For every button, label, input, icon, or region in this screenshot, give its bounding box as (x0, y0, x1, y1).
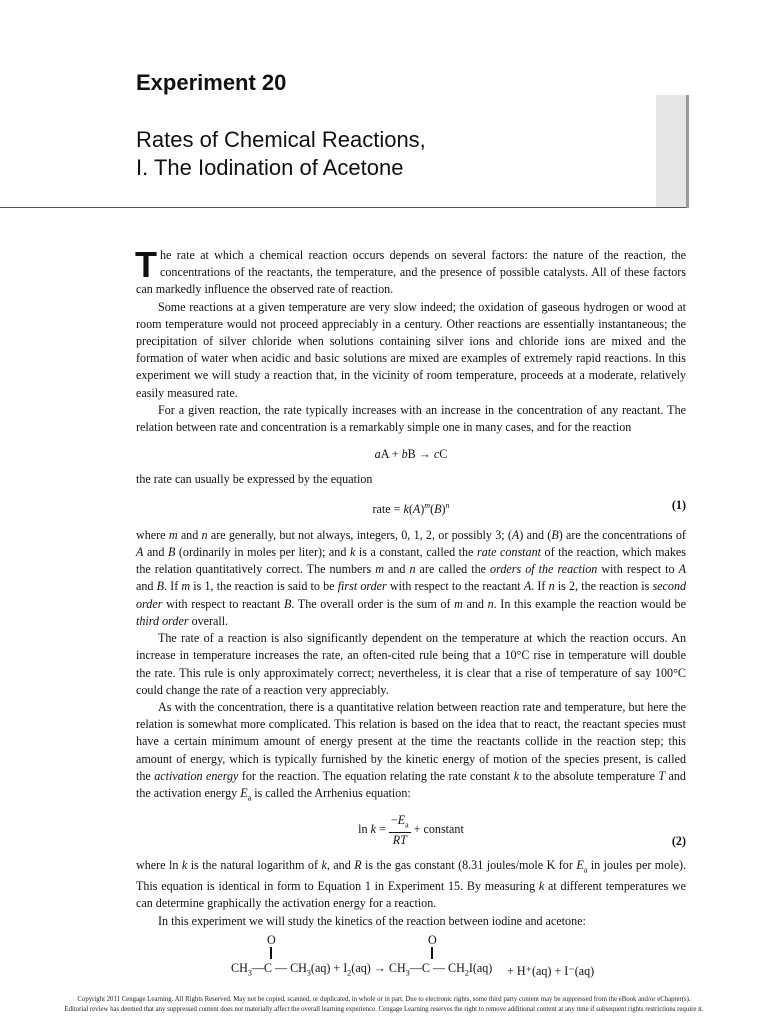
page-title-line-2: I. The Iodination of Acetone (136, 155, 404, 180)
footer-line-1: Copyright 2011 Cengage Learning. All Rights Reserved. May not be copied, scanned, or duplicated, in whole or in part. Due to electronic rights, some third party content may be suppressed from the eBook and/or eChapter(s). (77, 996, 691, 1003)
equation-number-2: (2) (671, 833, 686, 848)
paragraph-9: In this experiment we will study the kinetics of the reaction between iodine and acetone: (158, 913, 586, 928)
arrhenius-equation: ln k = $\frac{-E_a}{RT}$ + constant (2) (136, 813, 686, 851)
paragraph-1-text: he rate at which a chemical reaction occurs depends on several factors: the nature of the reaction, the concentrations of the reactants, the temperature, and the presence of possible catalysts. All of these factors can markedly influence the observed rate of reaction. (136, 248, 686, 297)
drop-cap: T (135, 244, 157, 285)
double-bond-2 (431, 947, 433, 959)
footer-line-2: Editorial review has deemed that any suppressed content does not materially affect the overall learning experience. Cengage Learning reserves the right to remove additional content at any time if subsequent rights restrictions require it. (64, 1006, 704, 1013)
carbonyl-oxygen-1: O (267, 932, 276, 947)
iodination-reaction (136, 932, 686, 988)
paragraph-4: the rate can usually be expressed by the equation (136, 472, 373, 487)
paragraph-8: where ln k is the natural logarithm of k, and R is the gas constant (8.31 joules/mole K for $E_a$ in joules per mole). This equation is identical in form to Equation 1 in Experiment 15. By measuring k at different temperatures we can determine graphically the activation energy for a reaction. (136, 857, 687, 911)
title-divider (0, 207, 686, 208)
copyright-footer (20, 995, 748, 1015)
reaction-equation-general: aA + bB → cC (374, 447, 448, 462)
equation-number-1: (1) (671, 497, 686, 512)
byproducts: + H⁺(aq) + I⁻(aq) (507, 963, 595, 978)
paragraph-6: The rate of a reaction is also significantly dependent on the temperature at which the reaction occurs. An increase in temperature increases the rate, an often-cited rule being that a 10°C rise in temperature will double the rate. This rule is only approximately correct; nevertheless, it is clear that a rise of temperature of say 100°C could change the rate of a reaction very appreciably. (136, 631, 686, 697)
acetone-formula: $CH_3—C$ — $CH_3(aq) + I_2(aq)$ → $CH_3—C$ — $CH_2I(aq)$ (231, 960, 493, 978)
arrhenius-fraction: $\frac{-E_a}{RT}$ (390, 812, 409, 847)
page-title-line-1: Rates of Chemical Reactions, (136, 127, 426, 152)
paragraph-5: where m and n are generally, but not always, integers, 0, 1, 2, or possibly 3; (A) and (B) are the concentrations of A and B (ordinarily in moles per liter); and k is a constant, called the rate constant of the reaction, which makes the relation quantitatively correct. The numbers m and n are called the orders of the reaction with respect to A and B. If m is 1, the reaction is said to be first order with respect to the reactant A. If n is 2, the reaction is second order with respect to reactant B. The overall order is the sum of m and n. In this example the reaction would be third order overall. (136, 527, 687, 628)
body-text (135, 244, 687, 988)
experiment-number: Experiment 20 (136, 70, 287, 95)
double-bond-1 (270, 947, 272, 959)
paragraph-1 (135, 244, 686, 299)
rate-equation-1: rate = $k(A)^m(B)^n$ (1) (372, 497, 686, 516)
paragraph-7: As with the concentration, there is a quantitative relation between reaction rate and temperature, but here the relation is somewhat more complicated. This relation is based on the idea that to react, the reactant species must have a certain minimum amount of energy present at the time the reactants collide in the reaction step; this amount of energy, which is typically furnished by the kinetic energy of motion of the species present, is called the activation energy for the reaction. The equation relating the rate constant k to the absolute temperature T and the activation energy $E_a$ is called the Arrhenius equation: (136, 699, 686, 803)
paragraph-2: Some reactions at a given temperature are very slow indeed; the oxidation of gaseous hydrogen or wood at room temperature would not proceed appreciably in a century. Other reactions are essentially instantaneous; the precipitation of silver chloride when solutions containing silver ions and chloride ions are mixed and the formation of water when acidic and basic solutions are mixed are examples of extremely rapid reactions. In this experiment we will study a reaction that, in the vicinity of room temperature, proceeds at a moderate, relatively easily measured rate. (136, 299, 686, 400)
title-side-bar (656, 95, 689, 208)
carbonyl-oxygen-2: O (428, 932, 437, 947)
paragraph-3: For a given reaction, the rate typically increases with an increase in the concentration of any reactant. The relation between rate and concentration is a remarkably simple one in many cases, and for the reaction (136, 402, 686, 435)
